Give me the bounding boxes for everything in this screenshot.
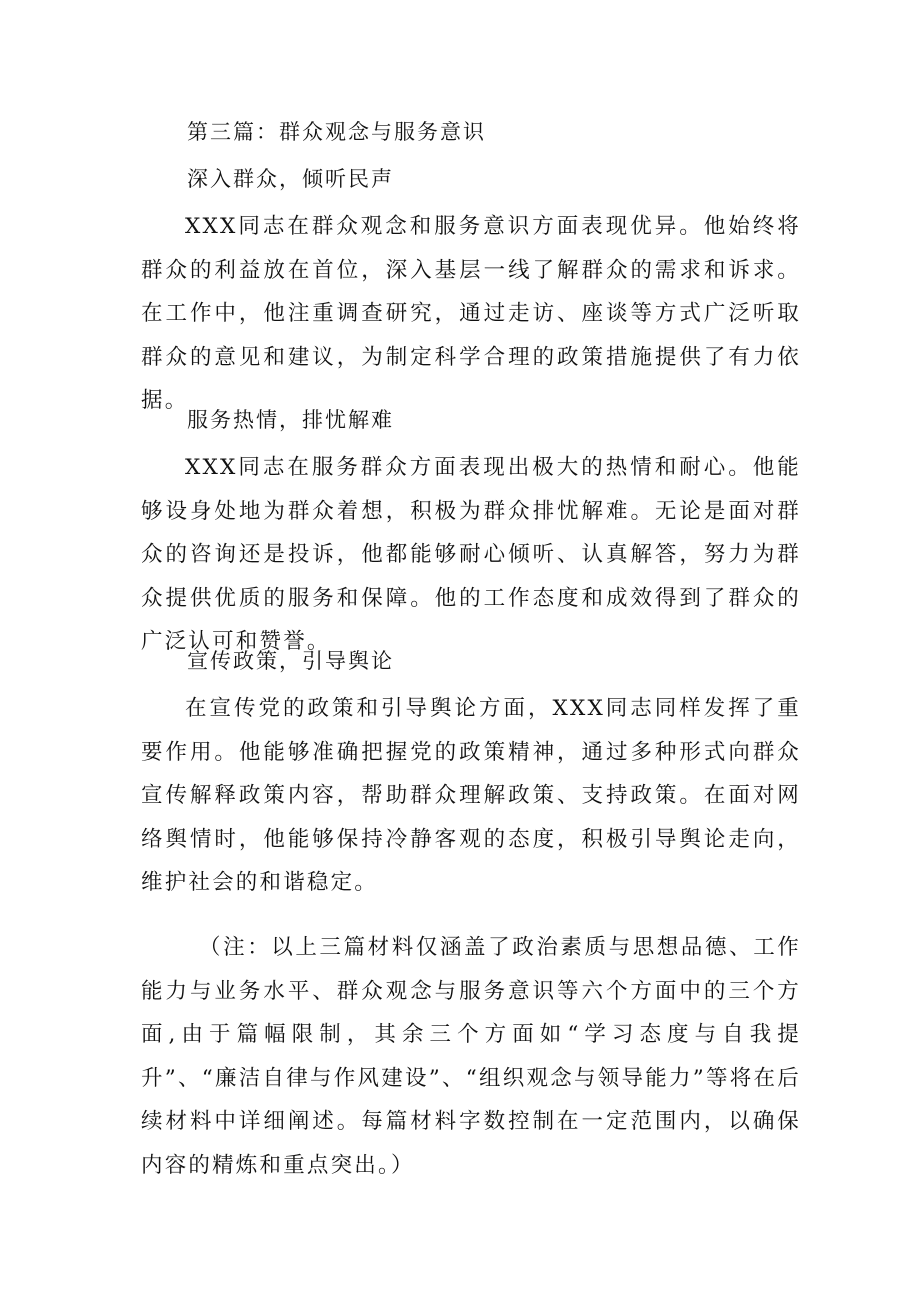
section-heading: 深入群众，倾听民声 (187, 167, 394, 191)
section-heading: 服务热情，排忧解难 (187, 408, 394, 432)
section-paragraph: XXX同志在群众观念和服务意识方面表现优异。他始终将群众的利益放在首位，深入基层一线了解群众的需求和诉求。在工作中，他注重调查研究，通过走访、座谈等方式广泛听取群众的意见和建议，为制定科学合理的政策措施提供了有力依据。 (141, 214, 801, 413)
section-paragraph: 在宣传党的政策和引导舆论方面，XXX同志同样发挥了重要作用。他能够准确把握党的政策精神，通过多种形式向群众宣传解释政策内容，帮助群众理解政策、支持政策。在面对网络舆情时，他能够保持冷静客观的态度，积极引导舆论走向，维护社会的和谐稳定。 (141, 696, 801, 895)
footnote-paragraph: （注：以上三篇材料仅涵盖了政治素质与思想品德、工作能力与业务水平、群众观念与服务意识等六个方面中的三个方面,由于篇幅限制，其余三个方面如“学习态度与自我提升”、“廉洁自律与作风建设”、“组织观念与领导能力”等将在后续材料中详细阐述。每篇材料字数控制在一定范围内，以确保内容的精炼和重点突出。） (141, 935, 801, 1178)
section-heading: 宣传政策，引导舆论 (187, 649, 394, 673)
document-title: 第三篇：群众观念与服务意识 (187, 120, 486, 144)
section-paragraph: XXX同志在服务群众方面表现出极大的热情和耐心。他能够设身处地为群众着想，积极为群众排忧解难。无论是面对群众的咨询还是投诉，他都能够耐心倾听、认真解答，努力为群众提供优质的服务和保障。他的工作态度和成效得到了群众的广泛认可和赞誉。 (141, 455, 801, 654)
